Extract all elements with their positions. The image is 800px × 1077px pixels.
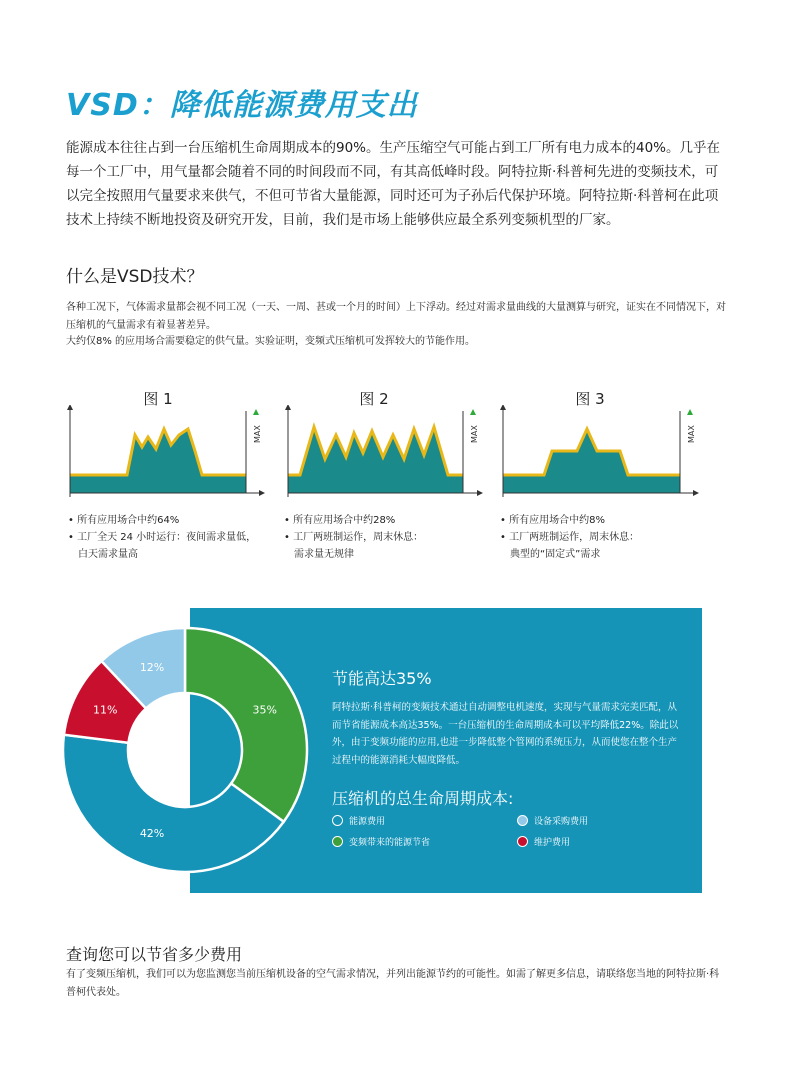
- page-title: VSD：降低能源费用支出: [66, 88, 418, 123]
- legend-purchase: [517, 814, 588, 827]
- figure-2-notes: • 所有应用场合中约28% • 工厂两班制运作，周末休息： 需求量无规律: [284, 512, 423, 563]
- figure-1-note-2: 工厂全天 24 小时运行：夜间需求量低，: [77, 532, 257, 543]
- legend-saving-label: 变频带来的能源节省: [349, 838, 431, 848]
- figure-2-max-label: MAX: [470, 425, 479, 443]
- figure-1-note-3: 白天需求量高: [78, 549, 138, 560]
- donut-label-3: 11%: [93, 703, 118, 717]
- figure-1-area: [70, 429, 246, 493]
- legend-saving-swatch: [332, 836, 343, 847]
- figure-3-chart: [503, 407, 696, 497]
- vsd-paragraph-2: 大约仅8% 的应用场合需要稳定的供气量。实验证明，变频式压缩机可发挥较大的节能作用。: [66, 336, 476, 347]
- donut-label-4: 12%: [139, 660, 165, 674]
- donut-label-2: 42%: [139, 827, 165, 841]
- figure-3-max-marker: [687, 409, 693, 415]
- figure-3-note-1: 所有应用场合中约8%: [509, 515, 605, 526]
- vsd-heading: 什么是VSD技术？: [66, 267, 204, 287]
- legend-saving: [332, 835, 430, 848]
- legend-maintenance: [517, 835, 570, 848]
- figure-1-note-1: 所有应用场合中约64%: [77, 515, 180, 526]
- figure-3-max-label: MAX: [687, 425, 696, 443]
- figure-2-title: 图 2: [359, 390, 389, 408]
- lifecycle-cost-donut: [60, 625, 310, 875]
- query-heading: 查询您可以节省多少费用: [66, 945, 243, 964]
- legend-maintenance-swatch: [517, 836, 528, 847]
- legend-energy-label: 能源费用: [349, 817, 386, 827]
- figure-2-chart: [288, 407, 480, 497]
- saving-description: 阿特拉斯·科普柯的变频技术通过自动调整电机速度，实现与气量需求完美匹配，从而节省能源成本高达35%。一台压缩机的生命周期成本可以平均降低22%。除此以外，由于变频功能的应用,也进一步降低整个管网的系统压力，从而使您在整个生产过程中的能源消耗大幅度降低。: [332, 702, 679, 766]
- figure-1-chart: [70, 407, 262, 497]
- figure-3-note-2: 工厂两班制运作，周末休息：: [509, 532, 640, 543]
- legend-maintenance-label: 维护费用: [534, 838, 571, 848]
- figure-1-notes: • 所有应用场合中约64% • 工厂全天 24 小时运行：夜间需求量低， 白天需求量高: [68, 512, 256, 563]
- figure-1-max-label: MAX: [253, 425, 262, 443]
- donut-label-1: 35%: [252, 703, 277, 717]
- figure-2-note-3: 需求量无规律: [294, 549, 354, 560]
- figure-2-note-1: 所有应用场合中约28%: [293, 515, 396, 526]
- intro-paragraph: 能源成本往往占到一台压缩机生命周期成本的90%。生产压缩空气可能占到工厂所有电力成本的40%。几乎在每一个工厂中，用气量都会随着不同的时间段而不同，有其高低峰时段。阿特拉斯·科普柯先进的变频技术，可以完全按照用气量要求来供气，不但可节省大量能源，同时还可为子孙后代保护环境。阿特拉斯·科普柯在此项技术上持续不断地投资及研究开发，目前，我们是市场上能够供应最全系列变频机型的厂家。: [66, 140, 721, 228]
- vsd-paragraph-1: 各种工况下，气体需求量都会视不同工况（一天、一周、甚或一个月的时间）上下浮动。经过对需求量曲线的大量测算与研究，证实在不同情况下，对压缩机的气量需求有着显著差异。: [66, 302, 726, 331]
- legend-purchase-label: 设备采购费用: [534, 817, 589, 827]
- donut-slice-1: [185, 628, 307, 822]
- query-description: 有了变频压缩机，我们可以为您监测您当前压缩机设备的空气需求情况，并列出能源节约的可能性。如需了解更多信息，请联络您当地的阿特拉斯·科普柯代表处。: [66, 969, 720, 998]
- figure-3-title: 图 3: [575, 390, 605, 408]
- saving-title: 节能高达35%: [332, 669, 432, 688]
- figure-2-max-marker: [470, 409, 476, 415]
- demand-curves: [60, 405, 750, 505]
- figure-3-note-3: 典型的“固定式”需求: [510, 549, 601, 560]
- figure-1-max-marker: [253, 409, 259, 415]
- figure-2-note-2: 工厂两班制运作，周末休息：: [293, 532, 424, 543]
- legend-energy: [332, 814, 385, 827]
- legend-purchase-swatch: [517, 815, 528, 826]
- lifecycle-cost-title: 压缩机的总生命周期成本:: [332, 789, 514, 808]
- figure-1-title: 图 1: [143, 390, 173, 408]
- legend-energy-swatch: [332, 815, 343, 826]
- figure-3-notes: • 所有应用场合中约8% • 工厂两班制运作，周末休息： 典型的“固定式”需求: [500, 512, 639, 563]
